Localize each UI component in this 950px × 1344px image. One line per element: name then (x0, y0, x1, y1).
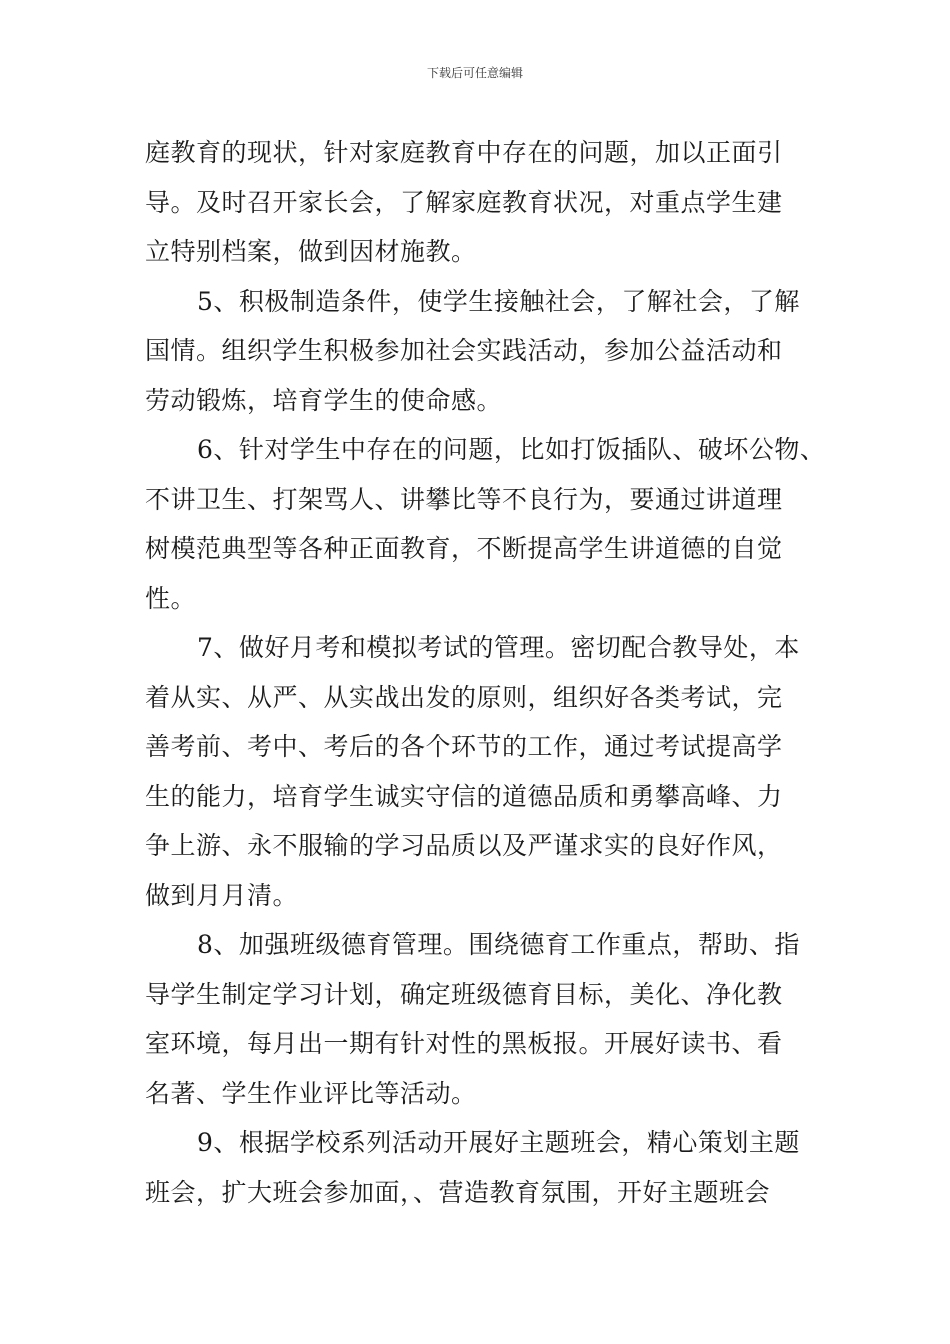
paragraph-start-line: 6、针对学生中存在的问题，比如打饭插队、破坏公物、 (197, 435, 826, 464)
text-line: 树模范典型等各种正面教育，不断提高学生讲道德的自觉 (145, 534, 783, 563)
text-line: 着从实、从严、从实战出发的原则，组织好各类考试，完 (145, 682, 783, 712)
page-header: 下载后可任意编辑 (426, 66, 523, 80)
text-line: 国情。组织学生积极参加社会实践活动，参加公益活动和 (145, 336, 783, 365)
text-line: 性。 (145, 583, 197, 613)
paragraph-start-line: 9、根据学校系列活动开展好主题班会，精心策划主题 (197, 1128, 800, 1157)
text-line: 立特别档案，做到因材施教。 (145, 237, 477, 266)
text-line: 争上游、永不服输的学习品质以及严谨求实的良好作风， (145, 831, 783, 860)
paragraph-start-line: 8、加强班级德育管理。围绕德育工作重点，帮助、指 (197, 930, 800, 959)
text-line: 室环境，每月出一期有针对性的黑板报。开展好读书、看 (145, 1029, 783, 1058)
document-body (145, 128, 826, 1217)
text-line: 善考前、考中、考后的各个环节的工作，通过考试提高学 (145, 732, 783, 761)
text-line: 劳动锻炼，培育学生的使命感。 (145, 385, 503, 415)
text-line: 导。及时召开家长会，了解家庭教育状况，对重点学生建 (145, 187, 783, 217)
text-line: 名著、学生作业评比等活动。 (145, 1078, 477, 1108)
paragraph-start-line: 5、积极制造条件，使学生接触社会，了解社会，了解 (197, 286, 800, 316)
text-line: 班会，扩大班会参加面，、营造教育氛围，开好主题班会 (145, 1177, 771, 1207)
text-line: 导学生制定学习计划，确定班级德育目标，美化、净化教 (145, 979, 783, 1009)
paragraph-start-line: 7、做好月考和模拟考试的管理。密切配合教导处，本 (197, 633, 800, 662)
text-line: 庭教育的现状，针对家庭教育中存在的问题，加以正面引 (145, 138, 783, 167)
text-line: 不讲卫生、打架骂人、讲攀比等不良行为，要通过讲道理 (145, 484, 783, 514)
text-line: 做到月月清。 (145, 880, 299, 910)
text-line: 生的能力，培育学生诚实守信的道德品质和勇攀高峰、力 (145, 781, 783, 811)
